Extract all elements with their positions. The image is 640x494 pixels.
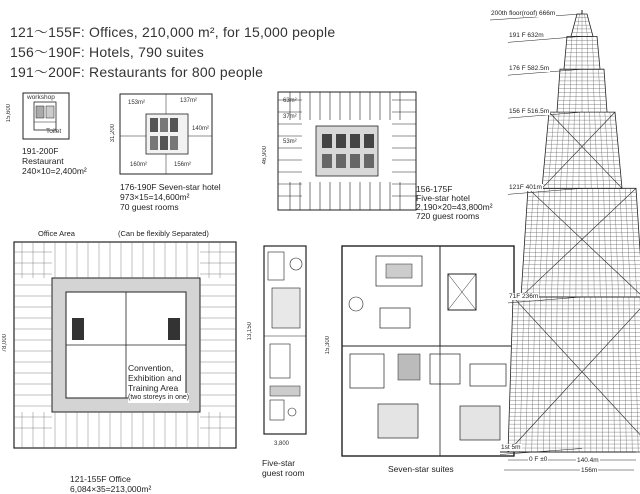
seven-area: 973×15=14,600m² [120, 192, 190, 202]
tower-width-base: 156m [581, 467, 598, 474]
center-label-2: Exhibition and [128, 373, 182, 383]
restaurant-dim: 15,600 [6, 104, 12, 123]
headline-restaurants: 191～200F: Restaurants for 800 people [10, 64, 264, 80]
restaurant-area: 240×10=2,400m² [22, 166, 87, 176]
seven-dim: 31,200 [110, 124, 116, 143]
five-rooms: 720 guest rooms [416, 211, 480, 221]
toilet-label: Toilet [46, 128, 62, 135]
headline-offices: 121～155F: Offices, 210,000 m², for 15,000 people [10, 24, 336, 40]
seven-area-d: 160m² [130, 162, 148, 168]
tower-level-label: 1st 5m [501, 444, 521, 452]
tower-level-label: 121F 401m [509, 184, 542, 192]
guest-room-caption-1: Five-star [262, 458, 296, 468]
guest-room-dim: 13,150 [247, 322, 253, 341]
seven-area-a: 153m² [128, 100, 146, 106]
guest-room-caption-2: guest room [262, 468, 305, 478]
tower-level-label: 191 F 632m [509, 32, 544, 40]
tower-width-top: 140.4m [577, 457, 599, 464]
suite-dim: 15,300 [325, 336, 331, 355]
seven-rooms: 70 guest rooms [120, 202, 179, 212]
five-dim: 46,900 [262, 146, 268, 165]
seven-area-c: 140m² [192, 126, 210, 132]
workshop-label: workshop [27, 94, 55, 101]
tower-level-label: 200th floor(roof) 666m [491, 10, 556, 17]
seven-area-b: 137m² [180, 98, 198, 104]
center-label-3: Training Area [128, 383, 179, 393]
restaurant-floors: 191-200F [22, 146, 59, 156]
tower-level-label: 71F 236m [509, 292, 539, 300]
five-area-c: 53m² [283, 139, 297, 145]
five-area-a: 63m² [283, 98, 297, 104]
center-label-4: (two storeys in one) [128, 394, 190, 401]
five-area-b: 37m² [283, 114, 297, 120]
five-floors: 156-175F [416, 184, 453, 194]
five-name: Five-star hotel [416, 193, 470, 203]
seven-area-e: 156m² [174, 162, 192, 168]
office-area: 6,084×35=213,000m² [70, 484, 152, 494]
tower-level-label: 156 F 516.5m [509, 108, 550, 116]
tower-section [542, 112, 622, 188]
office-flex-label: (Can be flexibly Separated) [118, 229, 209, 238]
suite-caption: Seven-star suites [388, 464, 454, 474]
guest-room-width: 3,800 [274, 441, 290, 447]
headline-hotels: 156～190F: Hotels, 790 suites [10, 44, 204, 60]
five-area: 2,190×20=43,800m² [416, 202, 493, 212]
ground-level-label: 0 F ±0 [529, 456, 548, 463]
center-label-1: Convention, [128, 363, 174, 373]
office-dim: 78,000 [2, 334, 8, 353]
office-area-label: Office Area [38, 229, 75, 238]
restaurant-name: Restaurant [22, 156, 64, 166]
office-floors: 121-155F Office [70, 474, 131, 484]
tower-level-label: 176 F 582.5m [509, 65, 550, 73]
seven-title: 176-190F Seven-star hotel [120, 182, 221, 192]
